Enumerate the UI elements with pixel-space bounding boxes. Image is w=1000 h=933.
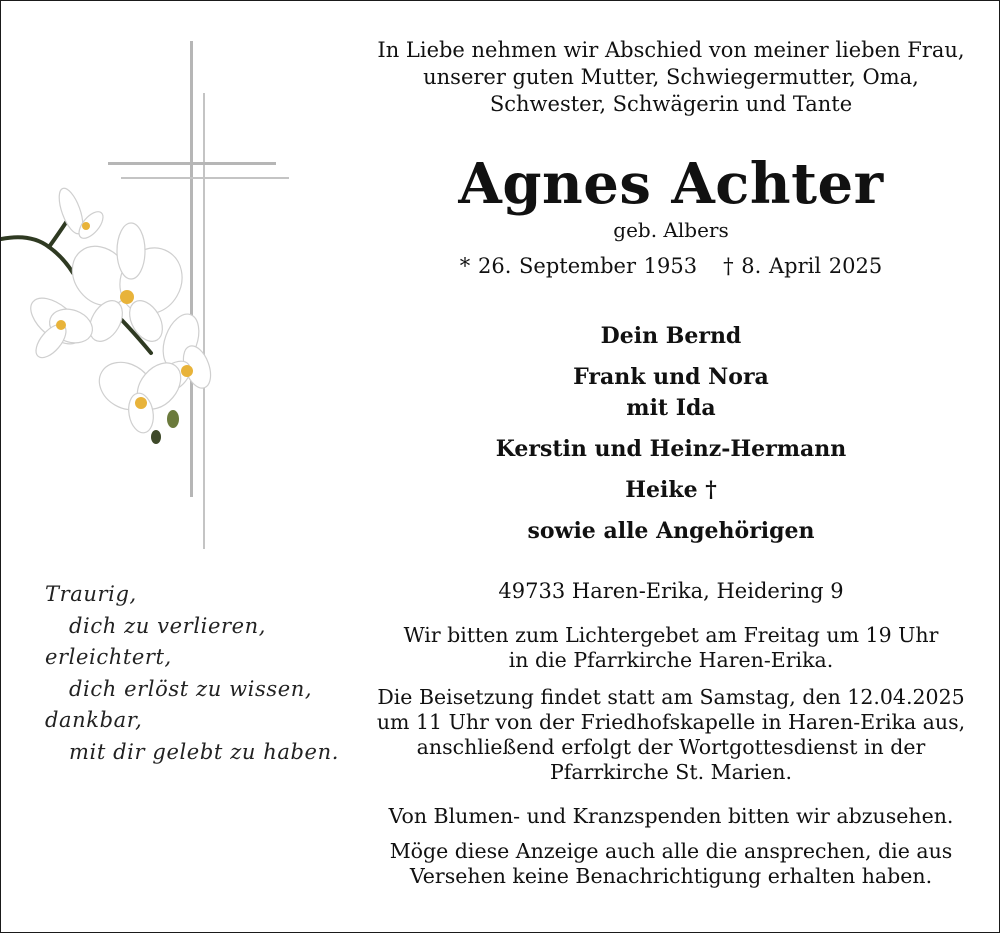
birth-date: * 26. September 1953 [459,254,698,278]
notice-line: anschließend erfolgt der Wortgottesdienst in der [416,735,926,759]
cross-horizontal-line [108,162,276,165]
poem-line: Traurig, [45,582,137,606]
poem-line: erleichtert, [45,645,172,669]
death-date: † 8. April 2025 [723,254,883,278]
intro-line: Schwester, Schwägerin und Tante [489,92,853,116]
mourners-list [341,321,1000,557]
intro-line: In Liebe nehmen wir Abschied von meiner lieben Frau, [377,38,965,62]
mourner: Dein Bernd [600,323,742,349]
poem-line: mit dir gelebt zu haben. [69,739,339,764]
prayer-notice [341,623,1000,673]
poem-line: dankbar, [45,708,143,732]
mourner: Heike † [625,477,717,503]
birth-name: geb. Albers [613,218,729,242]
apology-notice [341,839,1000,889]
poem [45,579,339,768]
intro-text [341,37,1000,118]
intro-line: unserer guten Mutter, Schwiegermutter, Oma, [423,65,919,89]
notice-line: Versehen keine Benachrichtigung erhalten haben. [409,864,933,888]
flowers-notice: Von Blumen- und Kranzspenden bitten wir abzusehen. [388,804,954,828]
life-dates [341,254,1000,278]
address: 49733 Haren-Erika, Heidering 9 [498,579,844,603]
mourner: sowie alle Angehörigen [527,518,815,544]
poem-line: dich zu verlieren, [69,613,267,638]
notice-line: in die Pfarrkirche Haren-Erika. [508,648,834,672]
notice-line: Pfarrkirche St. Marien. [549,760,793,784]
poem-line: dich erlöst zu wissen, [69,676,313,701]
notice-line: Möge diese Anzeige auch alle die ansprechen, die aus [389,839,953,863]
mourner: Frank und Nora [573,364,769,390]
mourner: mit Ida [626,395,716,421]
mourner: Kerstin und Heinz-Hermann [495,436,847,462]
burial-notice [341,685,1000,785]
notice-line: um 11 Uhr von der Friedhofskapelle in Haren-Erika aus, [376,710,966,734]
deceased-name: Agnes Achter [458,151,884,217]
cross-horizontal-line-offset [121,177,289,179]
notice-line: Wir bitten zum Lichtergebet am Freitag um 19 Uhr [403,623,939,647]
orchid-icon [1,181,231,451]
notice-line: Die Beisetzung findet statt am Samstag, den 12.04.2025 [377,685,965,709]
